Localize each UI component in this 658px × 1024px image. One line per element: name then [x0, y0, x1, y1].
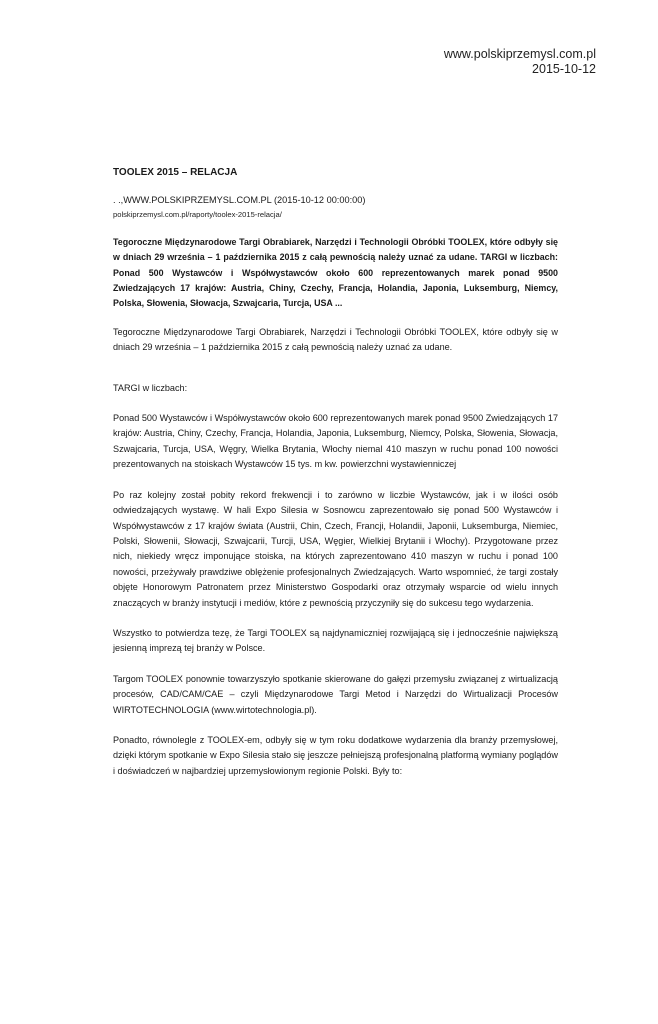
article-paragraph-summary: Wszystko to potwierdza tezę, że Targi TOOLEX są najdynamiczniej rozwijającą się i jednocześnie największą jesienną imprezą tej branży w Polsce. — [113, 627, 558, 654]
article-paragraph-events: Ponadto, równolegle z TOOLEX-em, odbyły się w tym roku dodatkowe wydarzenia dla branży przemysłowej, dzięki którym spotkanie w Expo Silesia stało się jeszcze pełniejszą profesjonalną platformą wymiany poglądów i doświadczeń w najbardziej uprzemysłowionym regionie Polski. Były to: — [113, 734, 558, 776]
article — [113, 165, 558, 794]
article-paragraph-wirtotechnologia: Targom TOOLEX ponownie towarzyszyło spotkanie skierowane do gałęzi przemysłu związanej z wirtualizacją procesów, CAD/CAM/CAE – czyli Międzynarodowe Targi Metod i Narzędzi do Wirtualizacji Procesów WIRTOTECHNOLOGIA (www.wirtotechnologia.pl). — [113, 673, 558, 715]
report-date: 2015-10-12 — [532, 62, 596, 76]
article-title: TOOLEX 2015 – RELACJA — [113, 167, 238, 178]
article-lead: Tegoroczne Międzynarodowe Targi Obrabiarek, Narzędzi i Technologii Obróbki TOOLEX, które odbyły się w dniach 29 września – 1 października 2015 z całą pewnością należy uznać za udane. TARGI w liczbach: Ponad 500 Wystawców i Współwystawców około 600 reprezentowanych marek ponad 9500 Zwiedzających 17 krajów: Austria, Chiny, Czechy, Francja, Holandia, Japonia, Luksemburg, Niemcy, Polska, Słowenia, Słowacja, Szwajcaria, Turcja, USA ... — [113, 236, 558, 309]
article-source: . .,WWW.POLSKIPRZEMYSL.COM.PL (2015-10-12 00:00:00) — [113, 195, 366, 206]
site-address: www.polskiprzemysl.com.pl — [443, 47, 596, 61]
page-header — [444, 47, 596, 77]
article-paragraph-stats: Ponad 500 Wystawców i Współwystawców około 600 reprezentowanych marek ponad 9500 Zwiedzających 17 krajów: Austria, Chiny, Czechy, Francja, Holandia, Japonia, Luksemburg, Niemcy, Polska, Słowenia, Słowacja, Szwajcaria, Turcja, USA, Węgry, Wielka Brytania, Włochy niemal 410 maszyn w ruchu ponad 100 nowości prezentowanych na stoiskach Wystawców 15 tys. m kw. powierzchni wystawienniczej — [113, 413, 558, 470]
article-paragraph-record: Po raz kolejny został pobity rekord frekwencji i to zarówno w liczbie Wystawców, jak i w ilości osób odwiedzających wystawę. W hali Expo Silesia w Sosnowcu zaprezentowało się ponad 500 Wystawców i Współwystawców z 17 krajów świata (Austrii, Chin, Czech, Francji, Holandii, Japonii, Luksemburga, Niemiec, Polski, Słowenii, Słowacji, Szwajcarii, Turcji, USA, Węgier, Wielkiej Brytanii i Włochy). Przygotowane przez nich, niekiedy wręcz imponujące stoiska, na których zaprezentowano 410 maszyn w ruchu i ponad 100 nowości, przeżywały prawdziwe oblężenie profesjonalnych Zwiedzających. Warto wspomnieć, że targi zostały objęte Honorowym Patronatem przez Ministerstwo Gospodarki oraz otrzymały wsparcie od wielu innych znaczących w branży instytucji i mediów, które z pewnością przyczyniły się do sukcesu tego wydarzenia. — [113, 489, 558, 608]
article-url: polskiprzemysl.com.pl/raporty/toolex-2015-relacja/ — [113, 209, 282, 219]
article-paragraph-stats-heading: TARGI w liczbach: — [113, 382, 188, 393]
article-paragraph-intro: Tegoroczne Międzynarodowe Targi Obrabiarek, Narzędzi i Technologii Obróbki TOOLEX, które odbyły się w dniach 29 września – 1 października 2015 z całą pewnością należy uznać za udane. — [113, 326, 558, 353]
